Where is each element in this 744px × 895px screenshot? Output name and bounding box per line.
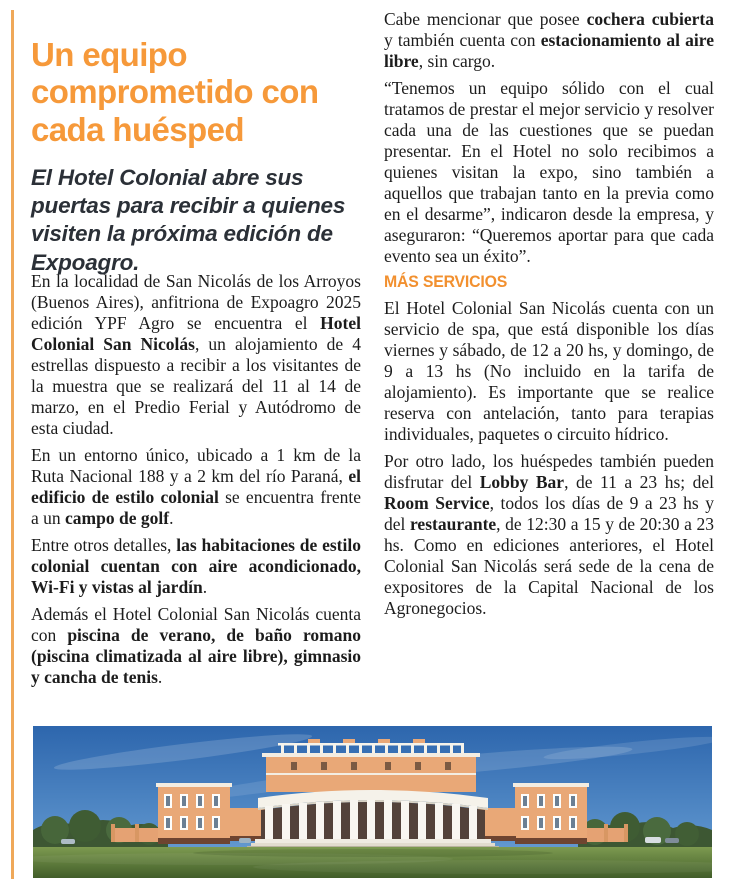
paragraph: Entre otros detalles, las habitaciones de estilo colonial cuentan con aire acondicionado, Wi-Fi y vistas al jardín. [31, 535, 361, 597]
paragraph: El Hotel Colonial San Nicolás cuenta con un servicio de spa, que está disponible los días viernes y sábado, de 12 a 20 hs, y domingo, de 9 a 13 hs (No incluido en la tarifa de alojamiento). Es importante que se realice reserva con antelación, tanto para terapias individuales, paquetes o circuito hídrico. [384, 298, 714, 445]
right-column-bottom [384, 298, 714, 619]
right-column-top [384, 9, 714, 267]
paragraph: Además el Hotel Colonial San Nicolás cuenta con piscina de verano, de baño romano (piscina climatizada al aire libre), gimnasio y cancha de tenis. [31, 604, 361, 687]
left-column [31, 271, 361, 694]
paragraph: En la localidad de San Nicolás de los Arroyos (Buenos Aires), anfitriona de Expoagro 2025 edición YPF Agro se encuentra el Hotel Colonial San Nicolás, un alojamiento de 4 estrellas dispuesto a recibir a los visitantes de la muestra que se realizará del 11 al 14 de marzo, en el Predio Ferial y Autódromo de esta ciudad. [31, 271, 361, 438]
paragraph: “Tenemos un equipo sólido con el cual tratamos de prestar el mejor servicio y resolver cada una de las cuestiones que se puedan presentar. En el Hotel no solo recibimos a quienes visitan la expo, sino también a aquellos que trabajan tanto en la previa como en el desarme”, indicaron desde la empresa, y aseguraron: “Queremos aportar para que cada evento sea un éxito”. [384, 78, 714, 266]
right-column [384, 9, 714, 625]
lawn [33, 847, 712, 878]
paragraph: Por otro lado, los huéspedes también pueden disfrutar del Lobby Bar, de 11 a 23 hs; del Room Service, todos los días de 9 a 23 hs y del restaurante, de 12:30 a 15 y de 20:30 a 23 hs. Como en ediciones anteriores, el Hotel Colonial San Nicolás será sede de la cena de expositores de la Capital Nacional de los Agronegocios. [384, 451, 715, 619]
hotel-photo [33, 726, 712, 878]
left-accent-rule [11, 10, 14, 879]
paragraph: Cabe mencionar que posee cochera cubierta y también cuenta con estacionamiento al aire libre, sin cargo. [384, 9, 714, 71]
paragraph: En un entorno único, ubicado a 1 km de la Ruta Nacional 188 y a 2 km del río Paraná, el edificio de estilo colonial se encuentra frente a un campo de golf. [31, 445, 361, 528]
headline: Un equipo comprometido con cada huésped [31, 36, 319, 148]
standfirst: El Hotel Colonial abre sus puertas para recibir a quienes visiten la próxima edición de Expoagro. [31, 164, 346, 275]
section-subhead-mas-servicios: MÁS SERVICIOS [384, 273, 508, 291]
